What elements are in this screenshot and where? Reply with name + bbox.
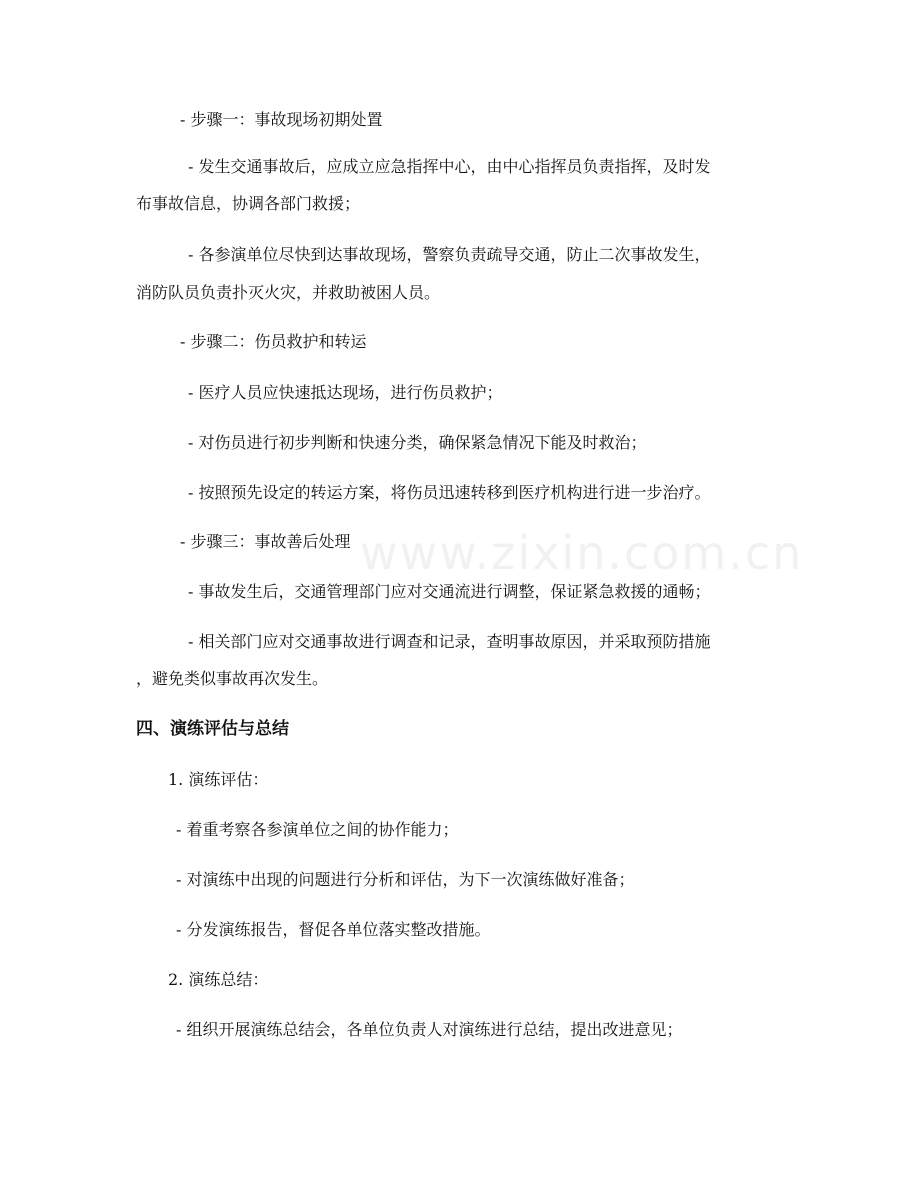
- step2-item3: - 按照预先设定的转运方案，将伤员迅速转移到医疗机构进行进一步治疗。: [188, 483, 711, 502]
- step1-title: - 步骤一：事故现场初期处置: [180, 110, 383, 129]
- step3-item1: - 事故发生后，交通管理部门应对交通流进行调整，保证紧急救援的通畅；: [188, 582, 711, 601]
- evaluation-item3: - 分发演练报告，督促各单位落实整改措施。: [176, 920, 491, 939]
- step3-item2-line2: ，避免类似事故再次发生。: [136, 669, 329, 688]
- step1-item1-line2: 布事故信息，协调各部门救援；: [136, 194, 361, 213]
- evaluation-item2: - 对演练中出现的问题进行分析和评估，为下一次演练做好准备；: [176, 870, 635, 889]
- evaluation-title: 1. 演练评估：: [168, 770, 269, 789]
- step2-title: - 步骤二：伤员救护和转运: [180, 332, 367, 351]
- step2-item2: - 对伤员进行初步判断和快速分类，确保紧急情况下能及时救治；: [188, 433, 647, 452]
- section4-heading: 四、演练评估与总结: [136, 719, 289, 739]
- step1-item1-line1: - 发生交通事故后，应成立应急指挥中心，由中心指挥员负责指挥，及时发: [188, 157, 711, 176]
- step3-item2-line1: - 相关部门应对交通事故进行调查和记录，查明事故原因，并采取预防措施: [188, 632, 711, 651]
- evaluation-item1: - 着重考察各参演单位之间的协作能力；: [176, 820, 459, 839]
- watermark: www.zixin.com.cn: [360, 526, 804, 580]
- step1-item2-line2: 消防队员负责扑灭火灾，并救助被困人员。: [136, 283, 441, 302]
- summary-item1: - 组织开展演练总结会，各单位负责人对演练进行总结，提出改进意见；: [176, 1020, 683, 1039]
- summary-title: 2. 演练总结：: [168, 970, 269, 989]
- step1-item2-line1: - 各参演单位尽快到达事故现场，警察负责疏导交通，防止二次事故发生，: [188, 245, 711, 264]
- step2-item1: - 医疗人员应快速抵达现场，进行伤员救护；: [188, 383, 503, 402]
- step3-title: - 步骤三：事故善后处理: [180, 532, 351, 551]
